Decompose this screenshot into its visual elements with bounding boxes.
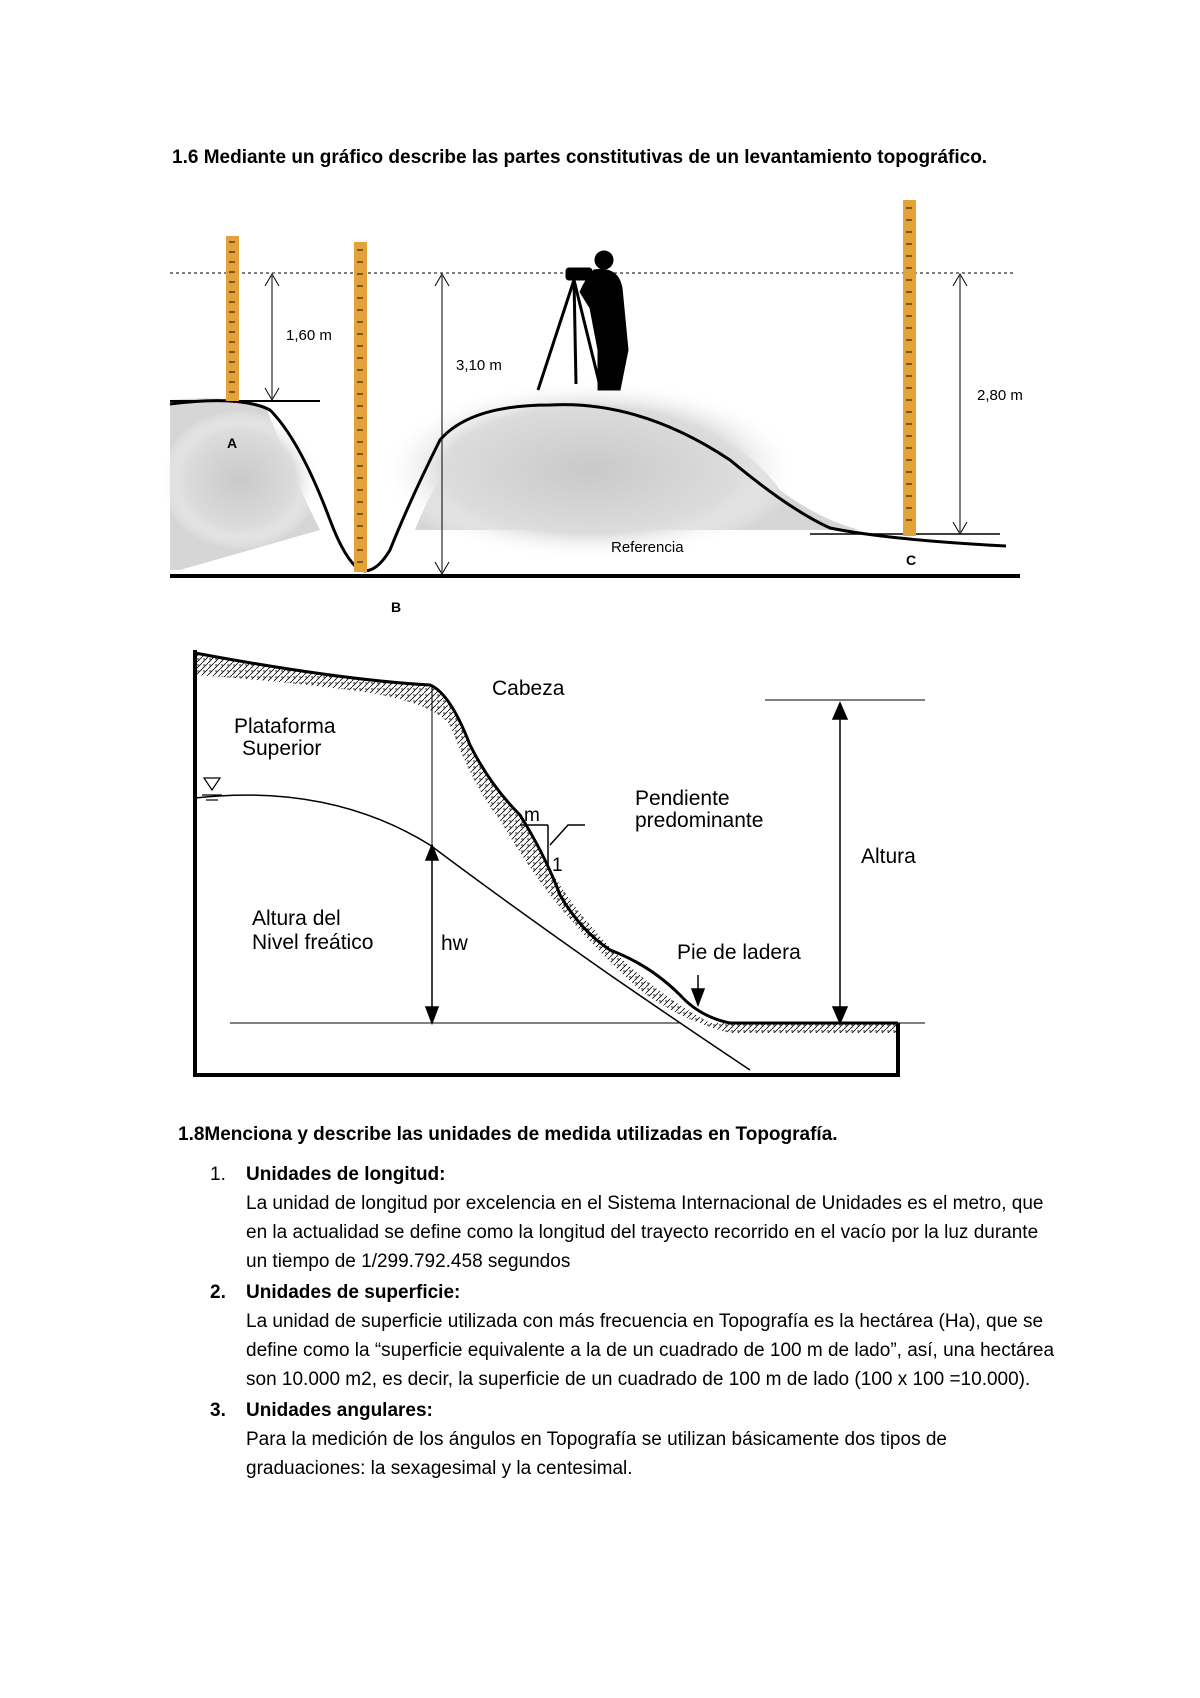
list-item-number: 1. [210,1164,226,1185]
slope-m-label: m [524,805,540,826]
slope-label-line1: Pendiente [635,787,730,810]
leveling-figure [170,200,1030,630]
section-1-6-heading: 1.6 Mediante un gráfico describe las partes constitutivas de un levantamiento topográfico. [172,147,988,168]
slope-label-line2: predominante [635,809,764,832]
hw-label: hw [441,932,468,955]
list-item-title: Unidades angulares: [246,1400,433,1421]
head-label: Cabeza [492,677,565,700]
point-label-a: A [227,435,238,451]
height-arrow [833,703,847,1023]
platform-label-line1: Plataforma [234,715,336,738]
list-item [200,1160,1060,1276]
platform-label-line2: Superior [242,737,322,760]
height-arrow-a [265,274,279,400]
height-label-c: 2,80 m [977,387,1023,404]
list-item-title: Unidades de superficie: [246,1282,461,1303]
height-label-b: 3,10 m [456,357,502,374]
leveling-rod-c [903,200,916,536]
soil-band [195,653,898,1033]
toe-arrow [692,975,704,1005]
list-item-text: La unidad de longitud por excelencia en el Sistema Internacional de Unidades es el metro, que en la actualidad se define como la longitud del trayecto recorrido en el vacío por la luz durante un tiempo de 1/299.792.458 segundos [246,1193,1044,1272]
list-item-text: La unidad de superficie utilizada con más frecuencia en Topografía es la hectárea (Ha), que se define como la “superficie equivalente a la de un cuadrado de 100 m de lado”, así, una hectárea son 10.000 m2, es decir, la superficie de un cuadrado de 100 m de lado (100 x 100 =10.000). [246,1311,1055,1390]
point-label-b: B [391,599,402,615]
height-arrow-c [953,274,967,534]
slope-figure [190,645,945,1085]
units-list [200,1160,1060,1483]
list-item-title: Unidades de longitud: [246,1164,446,1185]
surveyor-silhouette [538,251,628,390]
height-label: Altura [861,845,916,868]
point-label-c: C [906,552,917,568]
leveling-rod-a [226,236,239,401]
height-label-a: 1,60 m [286,327,332,344]
water-table-label-line1: Altura del [252,907,341,930]
section-1-8-heading: 1.8Menciona y describe las unidades de medida utilizadas en Topografía. [178,1124,838,1145]
hw-arrow [426,685,438,1023]
list-item [200,1396,1060,1483]
reference-label: Referencia [611,539,684,556]
leveling-rod-b [354,242,367,572]
list-item-text: Para la medición de los ángulos en Topografía se utilizan básicamente dos tipos de graduaciones: la sexagesimal y la centesimal. [246,1429,947,1479]
toe-label: Pie de ladera [677,941,801,964]
slope-1-label: 1 [552,855,563,876]
list-item [200,1278,1060,1394]
water-table-label-line2: Nivel freático [252,931,374,954]
list-item-number: 2. [210,1282,226,1303]
slope-surface [195,653,898,1023]
list-item-number: 3. [210,1400,226,1421]
